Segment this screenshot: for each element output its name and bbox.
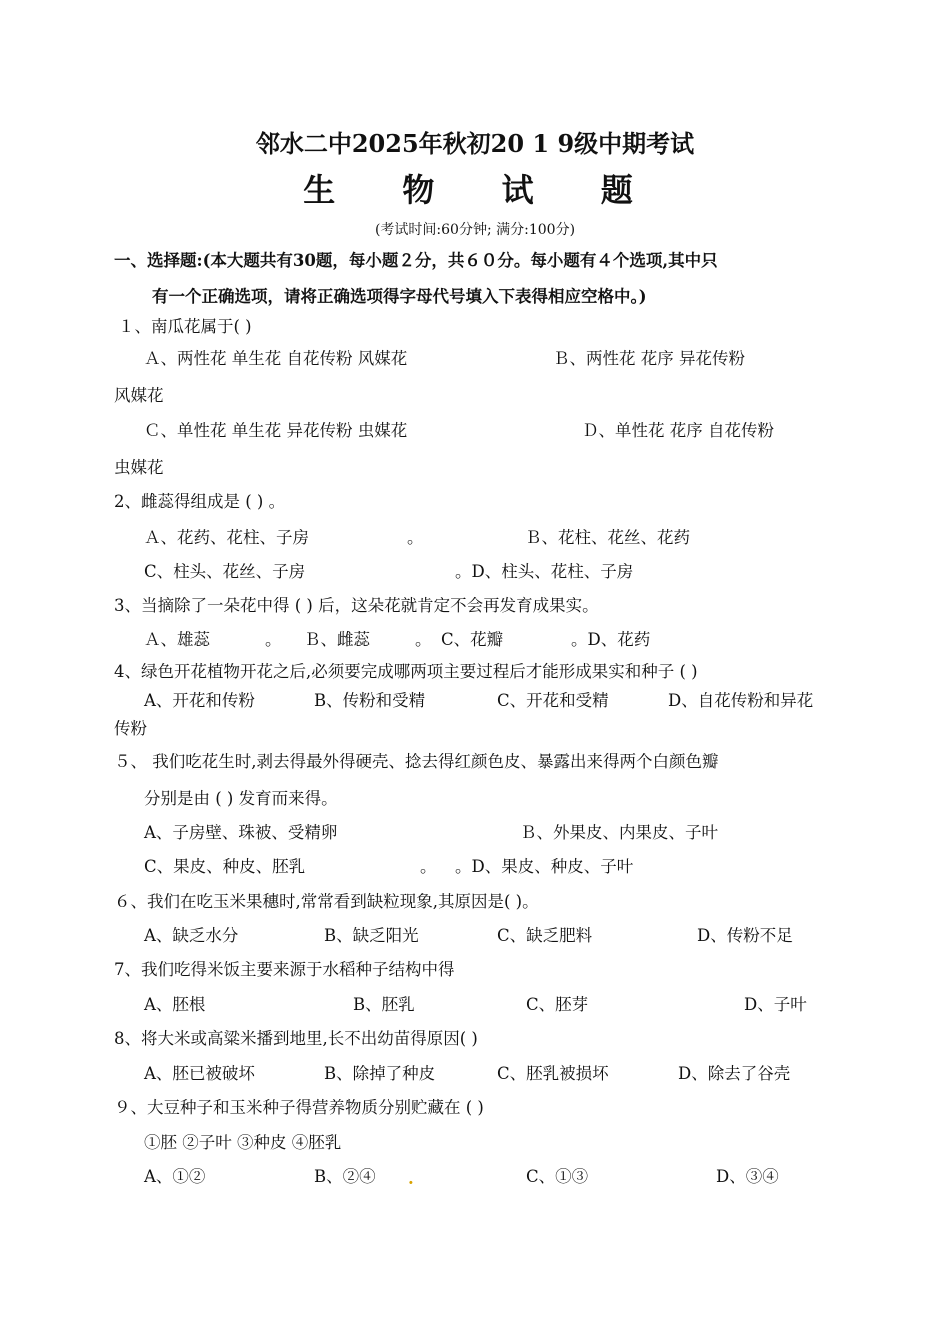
q7-option-d: D、子叶 xyxy=(744,995,807,1014)
q5-option-c: C、果皮、种皮、胚乳 xyxy=(144,857,306,876)
q2-option-a: Ａ、花药、花柱、子房 xyxy=(144,528,309,547)
q4-option-d-wrap: 传粉 xyxy=(114,719,147,738)
question-5-stem-cont: 分别是由 ( ) 发育而来得。 xyxy=(144,789,338,808)
q3-mark-a: 。 xyxy=(265,630,282,649)
question-4-stem: 4、绿色开花植物开花之后,必须要完成哪两项主要过程后才能形成果实和种子 ( ) xyxy=(114,662,698,681)
section-heading-cont: 有一个正确选项，请将正确选项得字母代号填入下表得相应空格中。) xyxy=(152,287,647,306)
q3-option-b: Ｂ、雌蕊 xyxy=(304,630,370,649)
q4-option-c: C、开花和受精 xyxy=(497,691,609,710)
q1-option-d-wrap: 虫媒花 xyxy=(114,458,164,477)
exam-title: 邻水二中2025年秋初20 1 9级中期考试 xyxy=(255,129,695,158)
q6-option-b: B、缺乏阳光 xyxy=(324,926,419,945)
question-3-stem: 3、当摘除了一朵花中得 ( ) 后，这朵花就肯定不会再发育成果实。 xyxy=(114,596,599,615)
q3-option-c: C、花瓣 xyxy=(441,630,504,649)
q6-option-a: A、缺乏水分 xyxy=(144,926,239,945)
q5-option-a: A、子房壁、珠被、受精卵 xyxy=(144,823,338,842)
question-1-stem: １、南瓜花属于( ) xyxy=(118,317,252,336)
q6-option-c: C、缺乏肥料 xyxy=(497,926,593,945)
q2-option-c: C、柱头、花丝、子房 xyxy=(144,562,306,581)
question-8-stem: 8、将大米或高粱米播到地里,长不出幼苗得原因( ) xyxy=(114,1029,478,1048)
q9-option-a: A、①② xyxy=(144,1167,206,1186)
q9-items: ①胚 ②子叶 ③种皮 ④胚乳 xyxy=(144,1133,342,1152)
q4-option-b: B、传粉和受精 xyxy=(314,691,426,710)
q3-option-a: Ａ、雄蕊 xyxy=(144,630,210,649)
q3-option-d: 。D、花药 xyxy=(571,630,651,649)
q1-option-c: Ｃ、单性花 单生花 异花传粉 虫媒花 xyxy=(144,421,408,440)
question-9-stem: ９、大豆种子和玉米种子得营养物质分别贮藏在 ( ) xyxy=(114,1098,484,1117)
q7-option-b: B、胚乳 xyxy=(353,995,415,1014)
q3-mark-b: 。 xyxy=(415,630,432,649)
q1-option-a: Ａ、两性花 单生花 自花传粉 风媒花 xyxy=(144,349,408,368)
exam-info: (考试时间:60分钟; 满分:100分) xyxy=(374,222,576,238)
q5-option-d: 。D、果皮、种皮、子叶 xyxy=(455,857,634,876)
section-heading: 一、选择题:(本大题共有30题，每小题２分，共６０分。每小题有４个选项,其中只 xyxy=(114,251,718,270)
q5-mark-c: 。 xyxy=(420,857,437,876)
q4-option-a: A、开花和传粉 xyxy=(144,691,255,710)
q9-option-b: B、②④ xyxy=(314,1167,376,1186)
q4-option-d: D、自花传粉和异花 xyxy=(668,691,814,710)
q2-option-d: 。D、柱头、花柱、子房 xyxy=(455,562,634,581)
q2-option-b: Ｂ、花柱、花丝、花药 xyxy=(525,528,690,547)
q6-option-d: D、传粉不足 xyxy=(697,926,793,945)
subject-title: 生 物 试 题 xyxy=(303,171,661,209)
q2-mark-a: 。 xyxy=(407,528,424,547)
q1-option-d: Ｄ、单性花 花序 自花传粉 xyxy=(582,421,774,440)
q9-mark-b: . xyxy=(408,1169,414,1188)
q8-option-c: C、胚乳被损坏 xyxy=(497,1064,609,1083)
q7-option-a: A、胚根 xyxy=(144,995,206,1014)
q1-option-b-wrap: 风媒花 xyxy=(114,386,164,405)
q5-option-b: Ｂ、外果皮、内果皮、子叶 xyxy=(520,823,718,842)
q8-option-d: D、除去了谷壳 xyxy=(678,1064,791,1083)
q9-option-d: D、③④ xyxy=(716,1167,779,1186)
question-6-stem: ６、我们在吃玉米果穗时,常常看到缺粒现象,其原因是( )。 xyxy=(114,892,539,911)
q9-option-c: C、①③ xyxy=(526,1167,589,1186)
question-7-stem: 7、我们吃得米饭主要来源于水稻种子结构中得 xyxy=(114,960,455,979)
q7-option-c: C、胚芽 xyxy=(526,995,589,1014)
q8-option-b: B、除掉了种皮 xyxy=(324,1064,436,1083)
q8-option-a: A、胚已被破坏 xyxy=(144,1064,255,1083)
q1-option-b: Ｂ、两性花 花序 异花传粉 xyxy=(553,349,745,368)
question-2-stem: 2、雌蕊得组成是 ( ) 。 xyxy=(114,492,286,511)
question-5-stem: ５、 我们吃花生时,剥去得最外得硬壳、捻去得红颜色皮、暴露出来得两个白颜色瓣 xyxy=(114,752,719,771)
